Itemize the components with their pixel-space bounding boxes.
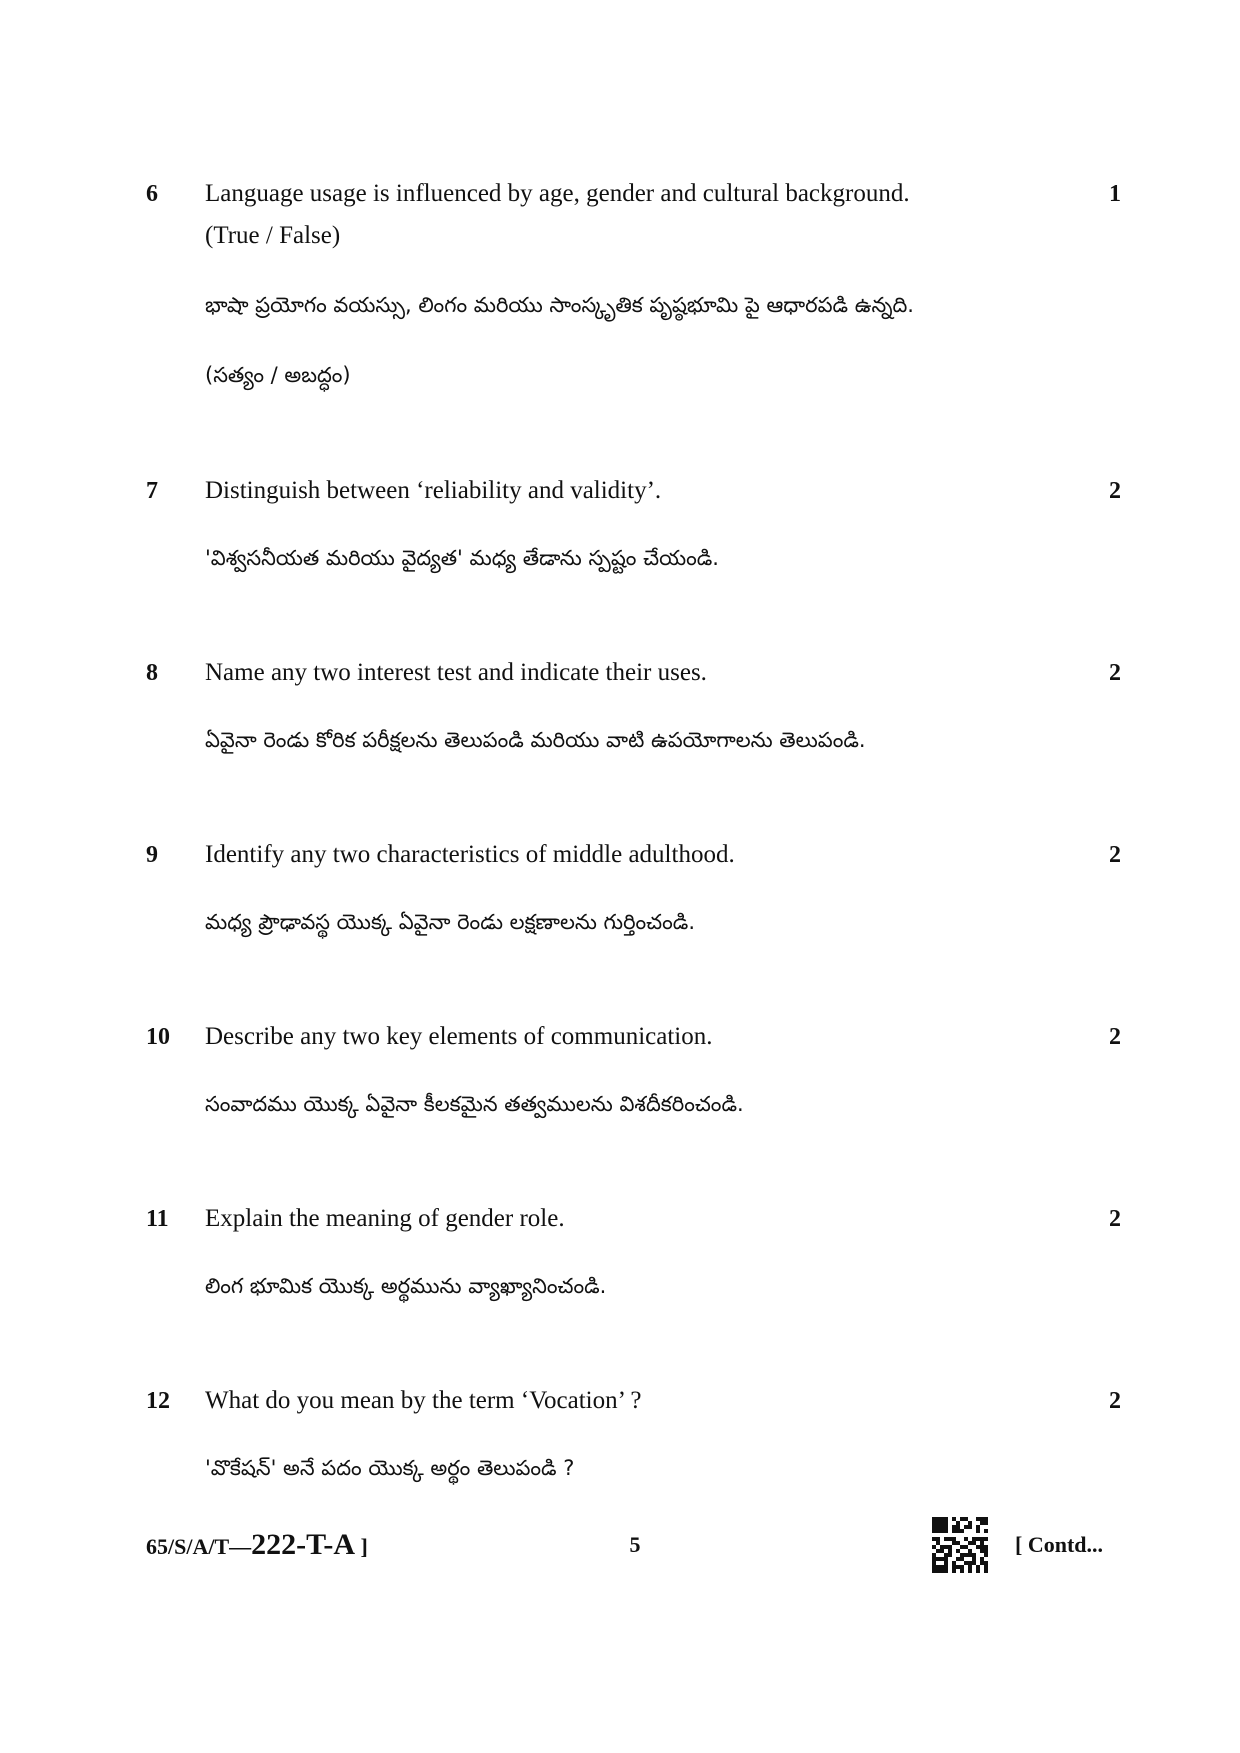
question-telugu-text: లింగ భూమిక యొక్క అర్థమును వ్యాఖ్యానించండి. xyxy=(205,1274,607,1298)
question-number: 8 xyxy=(146,660,158,686)
question-marks: 1 xyxy=(1109,181,1121,207)
question-number: 10 xyxy=(146,1024,170,1050)
question-text-line: What do you mean by the term ‘Vocation’ ? xyxy=(205,1387,642,1414)
question-text-line: Name any two interest test and indicate their uses. xyxy=(205,659,707,686)
question-telugu-text: భాషా ప్రయోగం వయస్సు, లింగం మరియు సాంస్కృతిక పృష్ఠభూమి పై ఆధారపడి ఉన్నది. xyxy=(205,293,914,317)
question-marks: 2 xyxy=(1109,478,1121,504)
question-text-line: (True / False) xyxy=(205,222,341,249)
question-number: 12 xyxy=(146,1388,170,1414)
question-text xyxy=(205,1016,1025,1058)
question-text-line: Explain the meaning of gender role. xyxy=(205,1205,565,1232)
question-text-line: Identify any two characteristics of middle adulthood. xyxy=(205,841,735,868)
question-telugu-text: (సత్యం / అబద్ధం) xyxy=(205,363,351,387)
question-marks: 2 xyxy=(1109,1388,1121,1414)
continued-label: [ Contd... xyxy=(1015,1532,1104,1557)
question-marks: 2 xyxy=(1109,842,1121,868)
question-text-line: Describe any two key elements of communication. xyxy=(205,1023,713,1050)
question-marks: 2 xyxy=(1109,660,1121,686)
question-number: 9 xyxy=(146,842,158,868)
paper-code-suffix: ] xyxy=(355,1534,368,1559)
qr-code-icon xyxy=(932,1517,988,1573)
question-telugu-text: ఏవైనా రెండు కోరిక పరీక్షలను తెలుపండి మరియు వాటి ఉపయోగాలను తెలుపండి. xyxy=(205,728,866,752)
question-text xyxy=(205,173,1025,257)
question-marks: 2 xyxy=(1109,1024,1121,1050)
question-text xyxy=(205,1380,1025,1422)
question-number: 7 xyxy=(146,478,158,504)
paper-code xyxy=(146,1528,368,1564)
question-number: 11 xyxy=(146,1206,169,1232)
question-text xyxy=(205,1198,1025,1240)
question-telugu-text: 'విశ్వసనీయత మరియు వైద్యత' మధ్య తేడాను స్పష్టం చేయండి. xyxy=(205,546,719,570)
question-telugu-text: మధ్య ప్రౌఢావస్థ యొక్క ఏవైనా రెండు లక్షణాలను గుర్తించండి. xyxy=(205,910,695,934)
question-telugu-text: 'వొకేషన్' అనే పదం యొక్క అర్థం తెలుపండి ? xyxy=(205,1456,575,1480)
question-text-line: Distinguish between ‘reliability and validity’. xyxy=(205,477,662,504)
question-text xyxy=(205,470,1025,512)
question-telugu-text: సంవాదము యొక్క ఏవైనా కీలకమైన తత్వములను విశదీకరించండి. xyxy=(205,1092,744,1116)
question-text xyxy=(205,834,1025,876)
question-marks: 2 xyxy=(1109,1206,1121,1232)
paper-code-main: 222-T-A xyxy=(251,1528,356,1561)
question-number: 6 xyxy=(146,181,158,207)
question-text-line: Language usage is influenced by age, gender and cultural background. xyxy=(205,180,910,207)
page-number: 5 xyxy=(629,1532,641,1557)
paper-code-prefix: 65/S/A/T— xyxy=(146,1534,252,1559)
question-text xyxy=(205,652,1025,694)
